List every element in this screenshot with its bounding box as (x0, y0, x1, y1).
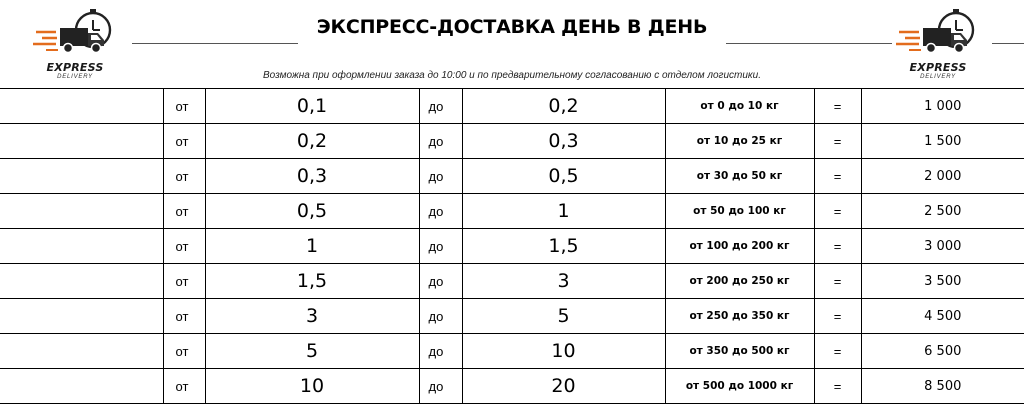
weight-range: от 100 до 200 кг (665, 229, 814, 264)
weight-range: от 10 до 25 кг (665, 124, 814, 159)
header-rule-right (726, 43, 892, 44)
table-row (0, 369, 1024, 404)
table-row (0, 229, 1024, 264)
to-label: до (419, 299, 462, 334)
table-row (0, 89, 1024, 124)
to-label: до (419, 159, 462, 194)
empty-cell (0, 229, 163, 264)
equals-sign: = (814, 264, 861, 299)
price-value: 8 500 (861, 369, 1024, 404)
empty-cell (0, 369, 163, 404)
empty-cell (0, 194, 163, 229)
equals-sign: = (814, 124, 861, 159)
price-value: 1 500 (861, 124, 1024, 159)
price-value: 4 500 (861, 299, 1024, 334)
from-value: 10 (205, 369, 419, 404)
to-value: 0,5 (462, 159, 665, 194)
weight-range: от 350 до 500 кг (665, 334, 814, 369)
to-value: 20 (462, 369, 665, 404)
from-label: от (163, 194, 205, 229)
price-value: 1 000 (861, 89, 1024, 124)
logo-word: EXPRESS (46, 61, 104, 74)
to-label: до (419, 229, 462, 264)
equals-sign: = (814, 159, 861, 194)
from-label: от (163, 229, 205, 264)
equals-sign: = (814, 369, 861, 404)
weight-range: от 250 до 350 кг (665, 299, 814, 334)
from-value: 0,1 (205, 89, 419, 124)
from-label: от (163, 299, 205, 334)
page-title: ЭКСПРЕСС-ДОСТАВКА ДЕНЬ В ДЕНЬ (316, 16, 708, 38)
to-value: 3 (462, 264, 665, 299)
logo-word: EXPRESS (909, 61, 967, 74)
to-value: 0,2 (462, 89, 665, 124)
from-value: 5 (205, 334, 419, 369)
to-value: 5 (462, 299, 665, 334)
weight-range: от 0 до 10 кг (665, 89, 814, 124)
from-value: 0,3 (205, 159, 419, 194)
from-value: 0,2 (205, 124, 419, 159)
price-value: 3 000 (861, 229, 1024, 264)
logo-sub: DELIVERY (57, 74, 93, 80)
header-rule-far-right (992, 43, 1024, 44)
empty-cell (0, 299, 163, 334)
to-value: 0,3 (462, 124, 665, 159)
equals-sign: = (814, 299, 861, 334)
price-value: 2 000 (861, 159, 1024, 194)
to-label: до (419, 264, 462, 299)
page-note: Возможна при оформлении заказа до 10:00 и по предварительному согласованию с отделом логистики. (262, 70, 761, 81)
to-value: 1 (462, 194, 665, 229)
from-value: 3 (205, 299, 419, 334)
from-label: от (163, 124, 205, 159)
from-label: от (163, 334, 205, 369)
equals-sign: = (814, 194, 861, 229)
equals-sign: = (814, 334, 861, 369)
to-label: до (419, 334, 462, 369)
table-row (0, 264, 1024, 299)
to-label: до (419, 124, 462, 159)
weight-range: от 50 до 100 кг (665, 194, 814, 229)
price-value: 3 500 (861, 264, 1024, 299)
price-value: 6 500 (861, 334, 1024, 369)
weight-range: от 200 до 250 кг (665, 264, 814, 299)
from-value: 0,5 (205, 194, 419, 229)
from-label: от (163, 264, 205, 299)
table-row (0, 194, 1024, 229)
table-row (0, 159, 1024, 194)
to-label: до (419, 194, 462, 229)
express-delivery-logo-right (893, 8, 983, 78)
header-rule-left (132, 43, 298, 44)
to-label: до (419, 369, 462, 404)
empty-cell (0, 124, 163, 159)
empty-cell (0, 334, 163, 369)
from-label: от (163, 159, 205, 194)
price-value: 2 500 (861, 194, 1024, 229)
to-value: 1,5 (462, 229, 665, 264)
from-value: 1,5 (205, 264, 419, 299)
equals-sign: = (814, 229, 861, 264)
rates-table (0, 88, 1024, 404)
empty-cell (0, 89, 163, 124)
from-label: от (163, 89, 205, 124)
empty-cell (0, 159, 163, 194)
from-label: от (163, 369, 205, 404)
table-row (0, 299, 1024, 334)
header (0, 0, 1024, 88)
logo-sub: DELIVERY (920, 74, 956, 80)
weight-range: от 500 до 1000 кг (665, 369, 814, 404)
equals-sign: = (814, 89, 861, 124)
express-delivery-truck-icon (893, 8, 983, 60)
from-value: 1 (205, 229, 419, 264)
table-row (0, 124, 1024, 159)
empty-cell (0, 264, 163, 299)
rates-table-body (0, 89, 1024, 404)
to-label: до (419, 89, 462, 124)
table-row (0, 334, 1024, 369)
weight-range: от 30 до 50 кг (665, 159, 814, 194)
to-value: 10 (462, 334, 665, 369)
